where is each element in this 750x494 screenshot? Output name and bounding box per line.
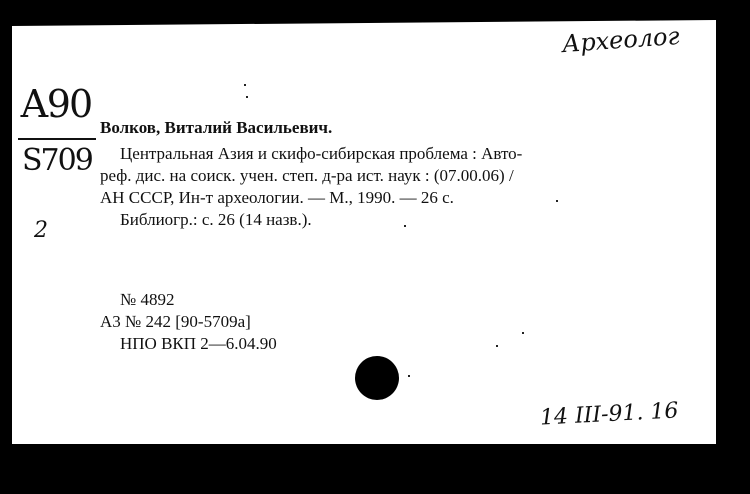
date-stamp: 14 III-91. 16 — [539, 398, 680, 431]
scan-speck — [408, 375, 410, 377]
record-number: № 4892 — [120, 290, 175, 309]
scan-speck — [404, 225, 406, 227]
scan-speck — [244, 84, 246, 86]
scan-speck — [556, 200, 558, 202]
title-line-2: реф. дис. на соиск. учен. степ. д-ра ист. наук : (07.00.06) / — [100, 166, 514, 185]
author-heading: Волков, Виталий Васильевич. — [100, 118, 333, 137]
punch-hole — [355, 356, 399, 400]
scan-speck — [246, 96, 248, 98]
a3-number: А3 № 242 [90-5709а] — [100, 312, 251, 331]
shelf-mark-underline — [18, 138, 96, 140]
title-line-1: Центральная Азия и скифо-сибирская проблема : Авто- — [120, 144, 523, 163]
shelf-mark-extra: 2 — [34, 218, 48, 243]
scan-speck — [522, 332, 524, 334]
subject-note: Археолог — [561, 21, 681, 59]
npo-line: НПО ВКП 2—6.04.90 — [120, 334, 277, 353]
bibliography-line: Библиогр.: с. 26 (14 назв.). — [120, 210, 312, 229]
shelf-mark-line2: S709 — [22, 143, 92, 178]
title-line-3: АН СССР, Ин-т археологии. — М., 1990. — 26 с. — [100, 188, 454, 207]
shelf-mark-line1: А90 — [20, 82, 92, 126]
scan-speck — [496, 345, 498, 347]
